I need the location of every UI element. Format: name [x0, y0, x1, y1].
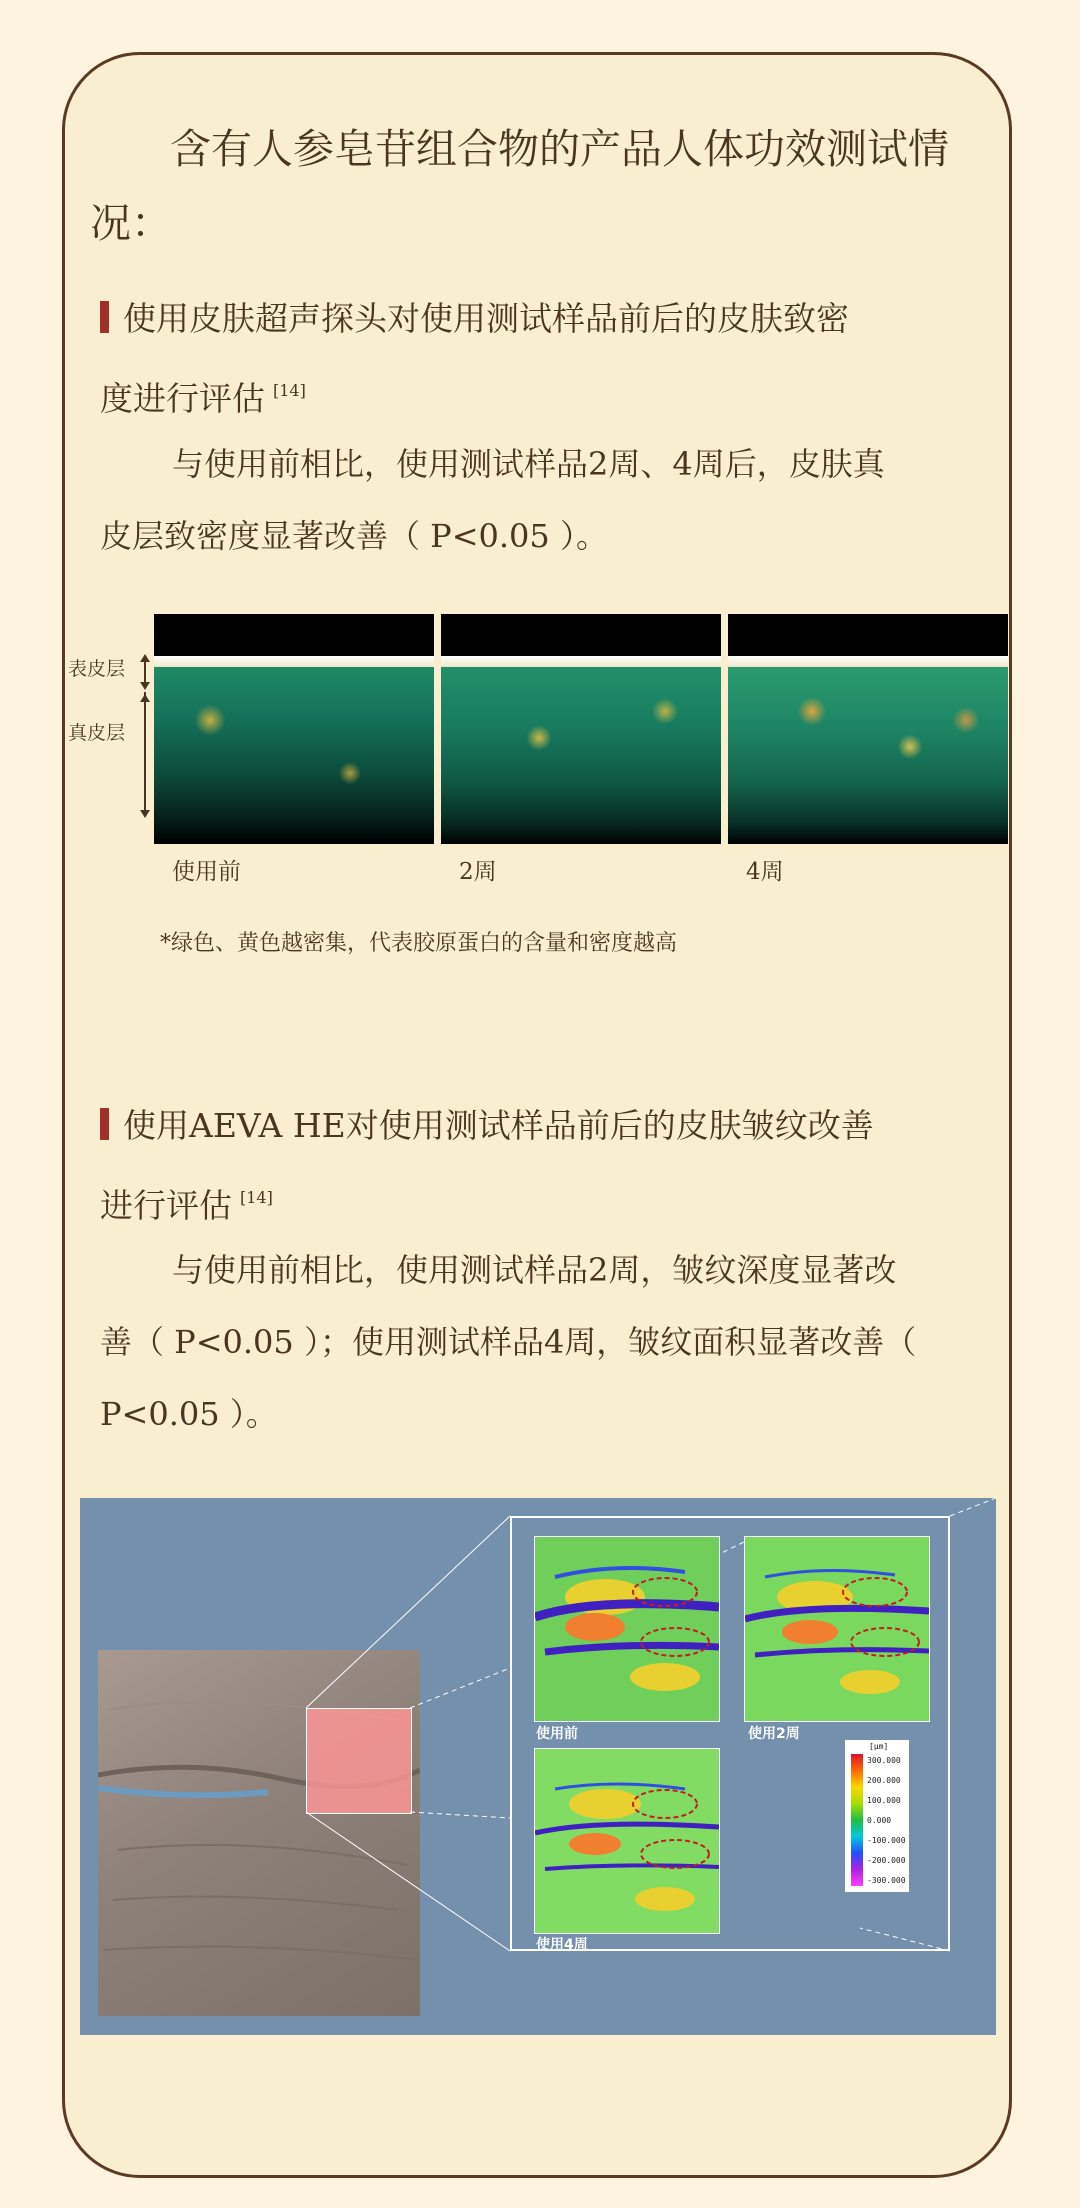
legend-tick: -300.000 [867, 1876, 906, 1885]
aeva-figure [80, 1498, 996, 2035]
map-label-4weeks: 使用4周 [536, 1937, 588, 1953]
section-marker-bar [100, 301, 109, 333]
wrinkle-map-2weeks [744, 1536, 930, 1722]
page-title [90, 112, 990, 260]
citation-ref: [14] [273, 381, 306, 400]
section1-heading [100, 283, 990, 435]
image-footnote: *绿色、黄色越密集，代表胶原蛋白的含量和密度越高 [160, 931, 678, 956]
legend-tick: -200.000 [867, 1856, 906, 1865]
section2-heading-line-1: 使用AEVA HE对使用测试样品前后的皮肤皱纹改善 [123, 1106, 874, 1145]
title-line-2: 况： [90, 199, 172, 247]
title-line-1: 含有人参皂苷组合物的产品人体功效测试情 [170, 125, 949, 173]
ultrasound-image-4weeks [728, 614, 1008, 844]
ultrasound-image-before [154, 614, 434, 844]
color-scale-bar [851, 1754, 863, 1886]
legend-tick: 300.000 [867, 1756, 901, 1765]
collagen-density [154, 667, 434, 844]
collagen-density [728, 667, 1008, 844]
ultrasound-label-2weeks: 2周 [459, 859, 497, 885]
skin-surface [154, 656, 434, 667]
collagen-density [441, 667, 721, 844]
section2-heading-line-2: 进行评估 [100, 1186, 232, 1225]
citation-ref: [14] [240, 1188, 273, 1207]
section2-body-line-1: 与使用前相比，使用测试样品2周，皱纹深度显著改 [172, 1251, 897, 1289]
color-scale-legend [845, 1740, 909, 1892]
ultrasound-label-4weeks: 4周 [746, 859, 784, 885]
wrinkle-map-4weeks [534, 1748, 720, 1934]
legend-tick: 0.000 [867, 1816, 892, 1825]
skin-surface [441, 656, 721, 667]
layer-arrowheads [135, 652, 155, 822]
legend-unit: [µm] [869, 1742, 889, 1751]
map-label-before: 使用前 [536, 1726, 578, 1742]
section2-heading [100, 1090, 990, 1242]
skin-surface [728, 656, 1008, 667]
legend-tick: 100.000 [867, 1796, 901, 1805]
legend-tick: 200.000 [867, 1776, 901, 1785]
height-map [535, 1749, 719, 1933]
ultrasound-label-before: 使用前 [172, 859, 241, 885]
wrinkle-map-before [534, 1536, 720, 1722]
section2-body [100, 1234, 990, 1450]
legend-tick: -100.000 [867, 1836, 906, 1845]
section1-body-line-1: 与使用前相比，使用测试样品2周、4周后，皮肤真 [172, 445, 885, 483]
map-label-2weeks: 使用2周 [748, 1726, 800, 1742]
dermis-label: 真皮层 [68, 722, 126, 744]
section1-body-line-2: 皮层致密度显著改善（ P<0.05 ）。 [100, 517, 608, 555]
section2-body-line-2: 善（ P<0.05 ）；使用测试样品4周，皱纹面积显著改善（ [100, 1323, 917, 1361]
ultrasound-image-2weeks [441, 614, 721, 844]
height-map [535, 1537, 719, 1721]
height-map [745, 1537, 929, 1721]
section1-heading-line-1: 使用皮肤超声探头对使用测试样品前后的皮肤致密 [123, 299, 849, 338]
section2-body-line-3: P<0.05 ）。 [100, 1395, 278, 1433]
epidermis-label: 表皮层 [68, 658, 126, 680]
section1-body [100, 428, 990, 572]
section-marker-bar [100, 1108, 109, 1140]
section1-heading-line-2: 度进行评估 [100, 379, 265, 418]
